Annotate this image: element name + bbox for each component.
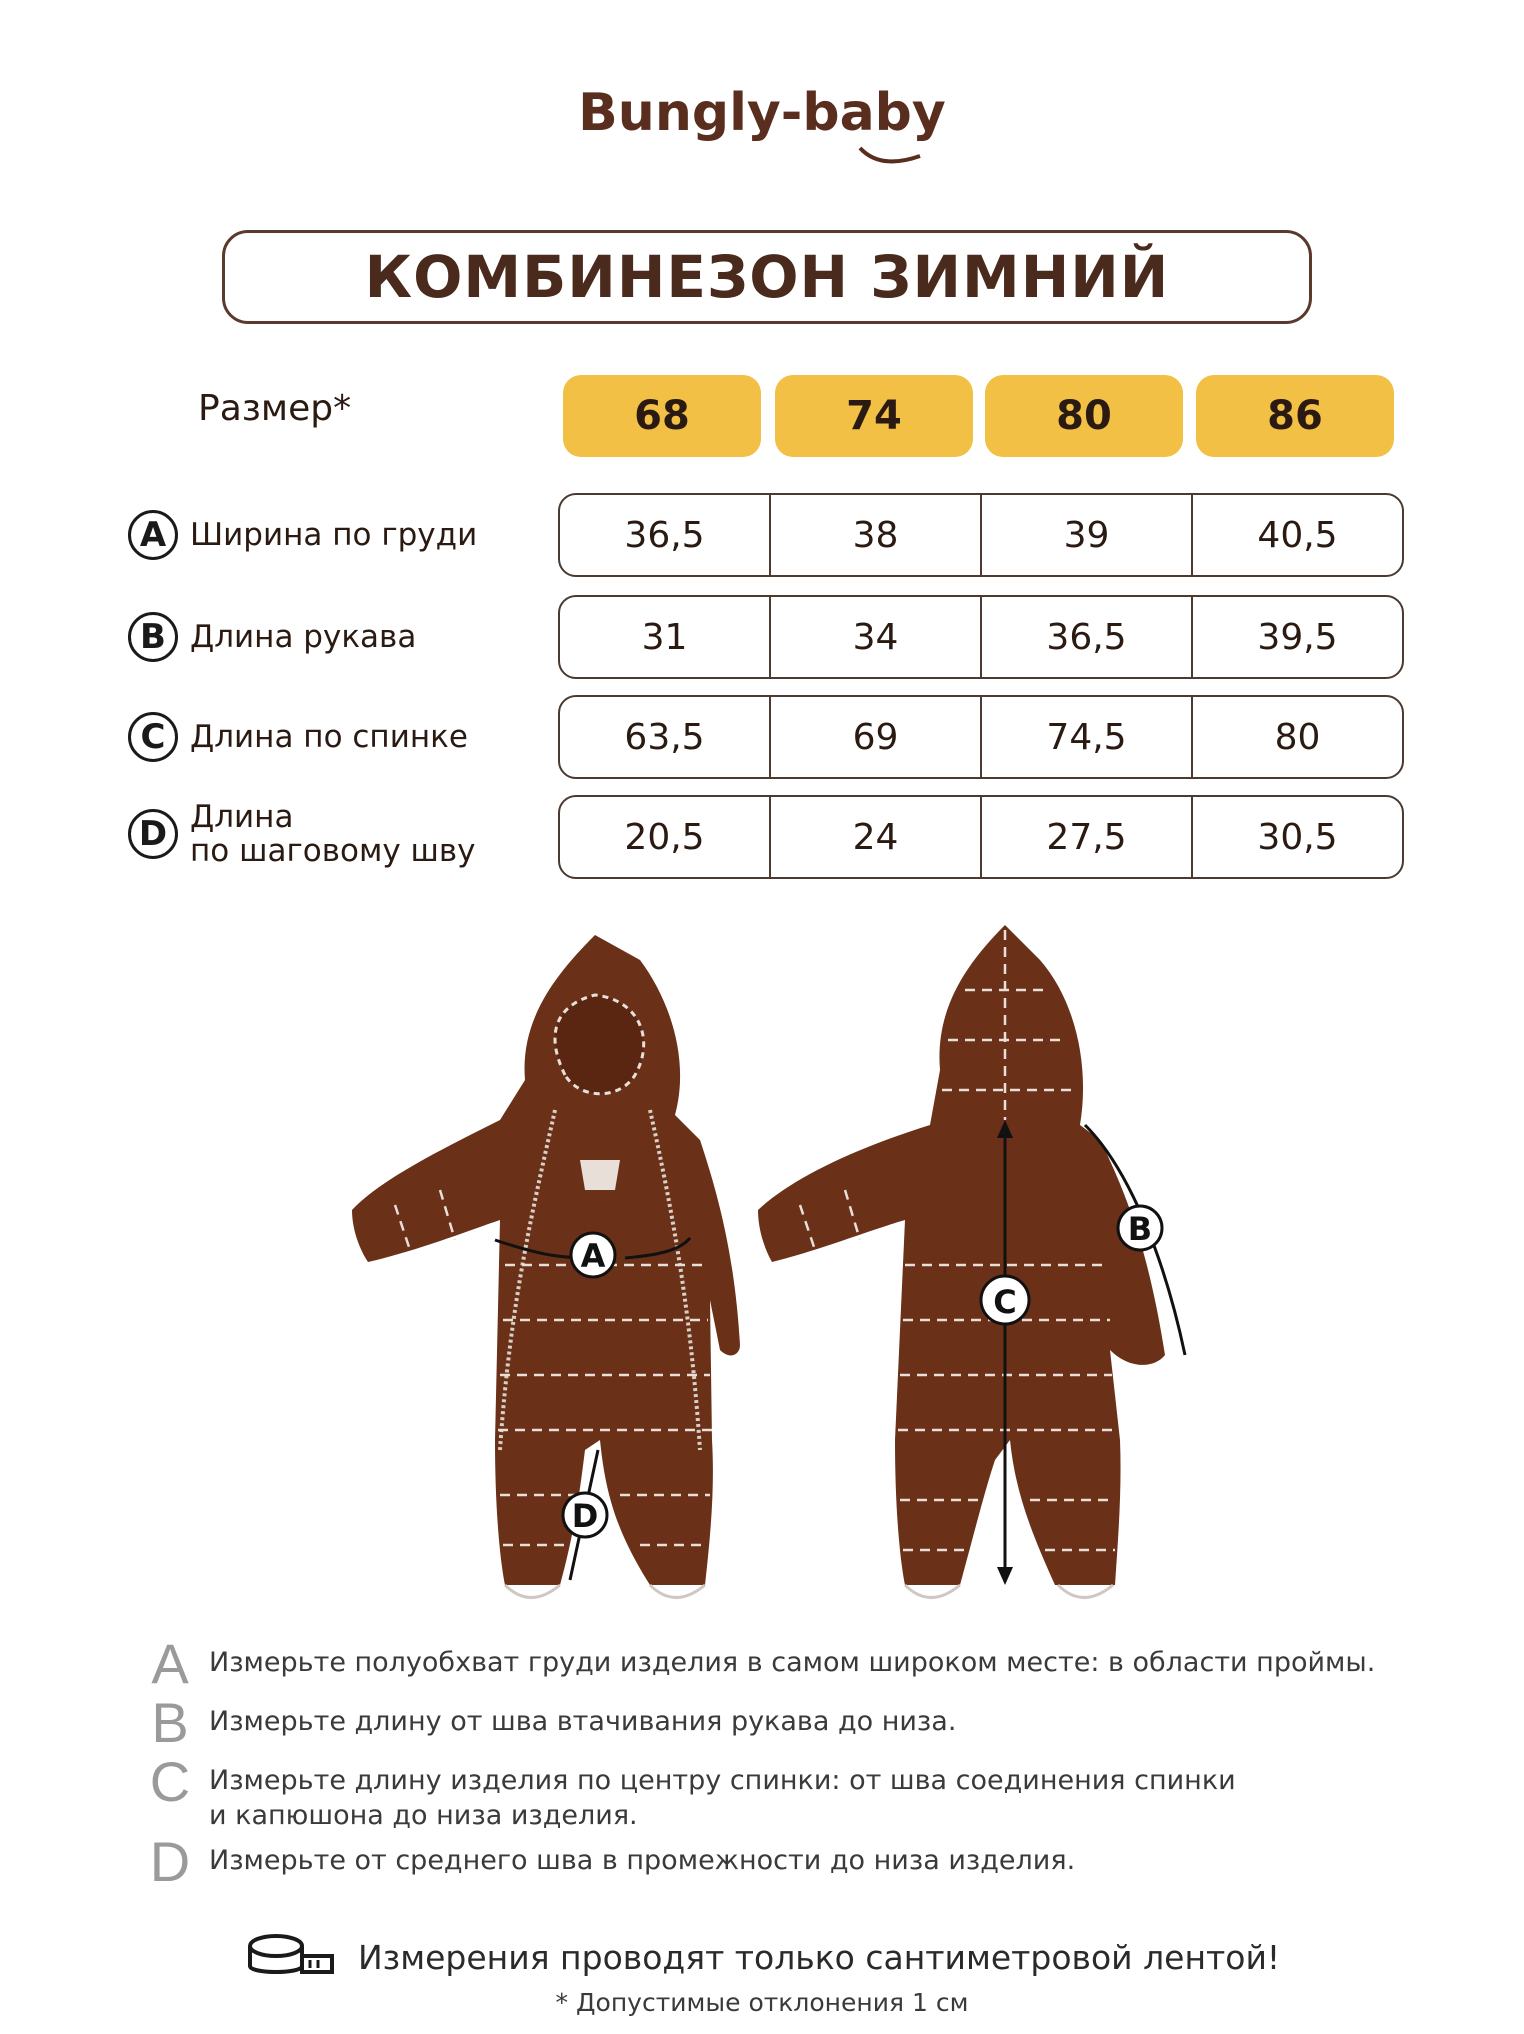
diagram-marker-a: A	[580, 1237, 606, 1275]
table-cell: 36,5	[624, 514, 705, 556]
note-d	[145, 1830, 1076, 1893]
table-cell: 80	[1191, 697, 1402, 777]
note-letter-b: B	[151, 1691, 189, 1754]
tape-note-text: Измерения проводят только сантиметровой лентой!	[358, 1937, 1281, 1977]
note-letter-d: D	[149, 1830, 191, 1893]
row-label-inseam	[128, 800, 476, 868]
jumpsuit-diagram	[0, 910, 1524, 1630]
note-c	[145, 1750, 1236, 1833]
front-view-illustration	[352, 935, 740, 1598]
note-a	[145, 1632, 1376, 1695]
marker-b-icon: B	[128, 612, 178, 662]
table-cell: 30,5	[1191, 797, 1402, 877]
brand-logo	[0, 60, 1524, 170]
row-label-sleeve	[128, 612, 416, 662]
size-pill-74: 74	[775, 375, 973, 457]
size-pill-86: 86	[1196, 375, 1394, 457]
table-cell: 24	[769, 797, 980, 877]
back-view-illustration	[758, 925, 1185, 1598]
table-cell: 39	[980, 495, 1191, 575]
size-pill-68: 68	[563, 375, 761, 457]
note-text: Измерьте длину от шва втачивания рукава до низа.	[209, 1706, 957, 1737]
tape-note	[246, 1932, 1280, 1982]
note-letter-a: A	[151, 1632, 189, 1695]
table-cell: 27,5	[980, 797, 1191, 877]
row-label-text: Длина по шаговому шву	[190, 799, 476, 869]
note-letter-c: C	[149, 1750, 191, 1813]
diagram-marker-b: B	[1127, 1210, 1153, 1248]
note-text: Измерьте полуобхват груди изделия в самом широком месте: в области проймы.	[209, 1647, 1376, 1678]
product-title-box	[222, 230, 1312, 324]
logo-text: Bungly-baby	[578, 83, 946, 143]
table-cell: 20,5	[624, 816, 705, 858]
table-cell: 36,5	[980, 597, 1191, 677]
table-cell: 38	[769, 495, 980, 575]
row-label-back-length	[128, 712, 468, 762]
marker-d-icon: D	[128, 809, 178, 859]
row-label-text: Ширина по груди	[190, 517, 478, 553]
diagram-marker-d: D	[571, 1497, 599, 1535]
row-label-text: Длина рукава	[190, 619, 417, 655]
product-title: КОМБИНЕЗОН ЗИМНИЙ	[364, 243, 1170, 311]
marker-a-icon: A	[128, 510, 178, 560]
table-cell: 40,5	[1191, 495, 1402, 575]
table-row-sleeve	[558, 595, 1404, 679]
table-cell: 34	[769, 597, 980, 677]
note-text: Измерьте от среднего шва в промежности до низа изделия.	[209, 1845, 1076, 1876]
marker-c-icon: C	[128, 712, 178, 762]
table-cell: 39,5	[1191, 597, 1402, 677]
tolerance-footnote: * Допустимые отклонения 1 см	[555, 1988, 969, 2017]
measuring-tape-icon	[246, 1932, 338, 1982]
table-cell: 63,5	[624, 716, 705, 758]
size-label: Размер*	[198, 388, 352, 429]
table-row-back-length	[558, 695, 1404, 779]
note-text: Измерьте длину изделия по центру спинки: от шва соединения спинки и капюшона до низа изделия.	[209, 1765, 1236, 1831]
table-cell: 69	[769, 697, 980, 777]
table-row-inseam	[558, 795, 1404, 879]
table-cell: 31	[641, 616, 688, 658]
diagram-marker-c: C	[993, 1283, 1017, 1321]
table-cell: 74,5	[980, 697, 1191, 777]
row-label-text: Длина по спинке	[190, 719, 468, 755]
row-label-chest	[128, 510, 477, 560]
table-row-chest	[558, 493, 1404, 577]
size-pill-80: 80	[985, 375, 1183, 457]
note-b	[145, 1691, 957, 1754]
